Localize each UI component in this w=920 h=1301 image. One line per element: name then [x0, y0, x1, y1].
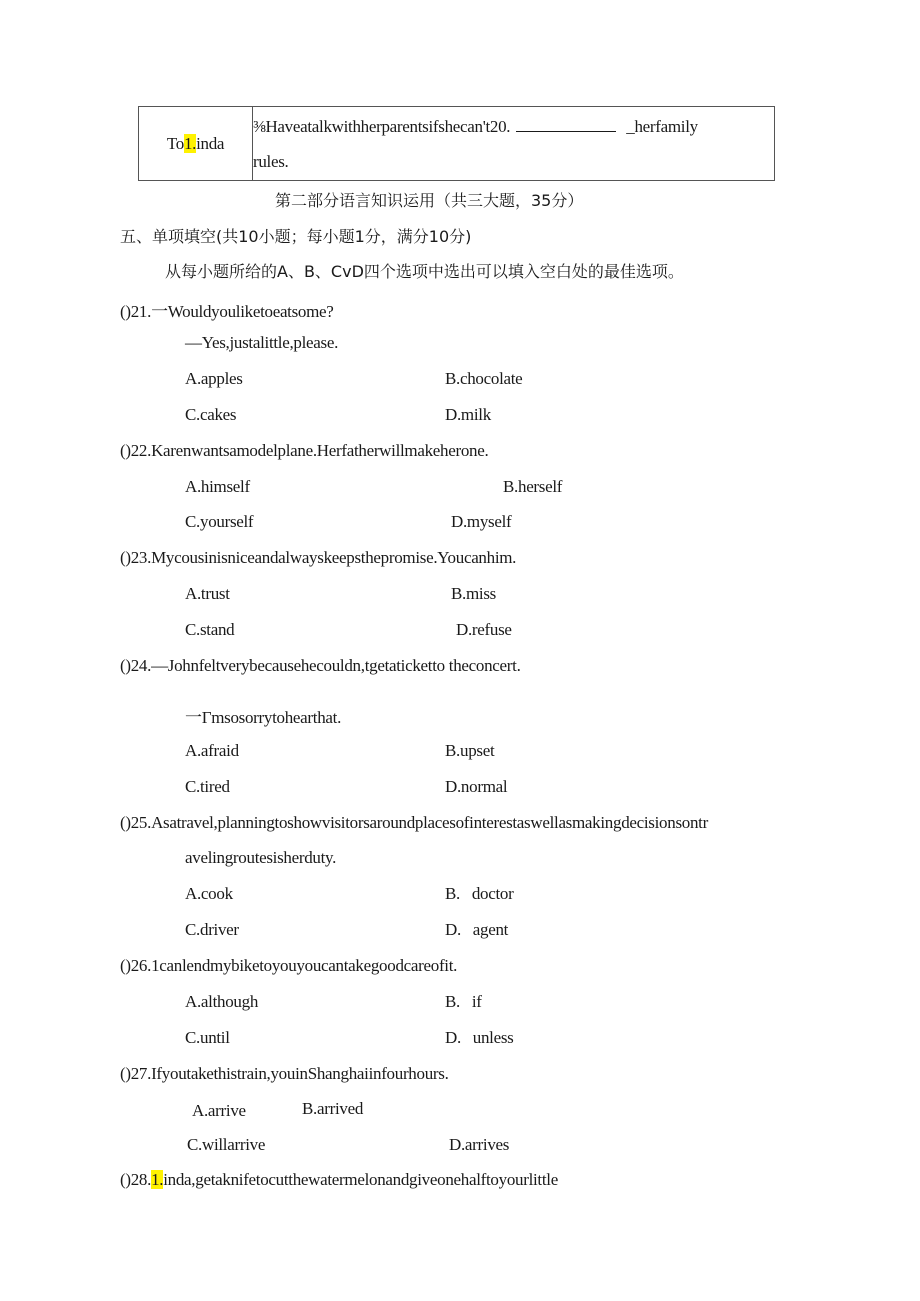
option-24-d: D.normal	[445, 777, 508, 796]
option-23-a: A.trust	[185, 584, 230, 603]
option-27-c: C.willarrive	[187, 1135, 266, 1154]
question-28-stem	[120, 1170, 558, 1190]
option-27-b: B.arrived	[302, 1099, 364, 1118]
option-26-b: B. if	[445, 992, 482, 1011]
question-24-reply: 一Γmsosorrytohearthat.	[185, 708, 342, 727]
option-22-c: C.yourself	[185, 512, 254, 531]
question-22-stem: ()22.Karenwantsamodelplane.Herfatherwillmakeherone.	[120, 441, 489, 460]
option-26-d: D. unless	[445, 1028, 514, 1047]
option-24-c: C.tired	[185, 777, 230, 796]
question-26-stem: ()26.1canlendmybiketoyouyoucantakegoodcareofit.	[120, 956, 458, 975]
question-28-prefix: ()28.	[120, 1170, 152, 1189]
option-21-b: B.chocolate	[445, 369, 523, 388]
option-21-a: A.apples	[185, 369, 243, 388]
option-23-c: C.stand	[185, 620, 235, 639]
option-27-d: D.arrives	[449, 1135, 510, 1154]
name-suffix: inda	[196, 133, 225, 153]
advice-text-c: rules.	[253, 151, 289, 171]
part-title: 第二部分语言知识运用（共三大题，35分）	[275, 191, 584, 210]
section-title: 五、单项填空(共10小题；每小题1分，满分10分)	[120, 227, 472, 246]
option-24-b: B.upset	[445, 741, 495, 760]
advice-cell	[253, 107, 775, 181]
option-26-a: A.although	[185, 992, 259, 1011]
option-25-b: B. doctor	[445, 884, 514, 903]
option-22-a: A.himself	[185, 477, 250, 496]
question-24-stem: ()24.—Johnfeltverybecausehecouldn,tgetaticketto theconcert.	[120, 656, 521, 675]
name-highlight: 1.	[183, 133, 197, 153]
question-28-highlight: 1.	[151, 1170, 164, 1189]
option-21-c: C.cakes	[185, 405, 237, 424]
question-28-suffix: inda,getaknifetocutthewatermelonandgiveonehalftoyourlittle	[163, 1170, 558, 1189]
question-21-reply: —Yes,justalittle,please.	[185, 333, 339, 352]
option-25-d: D. agent	[445, 920, 509, 939]
option-21-d: D.milk	[445, 405, 491, 424]
question-23-stem: ()23.Mycousinisniceandalwayskeepsthepromise.Youcanhim.	[120, 548, 517, 567]
name-prefix: To	[166, 133, 184, 153]
option-24-a: A.afraid	[185, 741, 239, 760]
name-cell	[139, 107, 253, 181]
question-21-stem: ()21.一Wouldyouliketoeatsome?	[120, 302, 334, 321]
option-23-b: B.miss	[451, 584, 496, 603]
blank-20	[516, 117, 616, 132]
option-22-d: D.myself	[451, 512, 512, 531]
option-25-a: A.cook	[185, 884, 233, 903]
option-22-b: B.herself	[503, 477, 563, 496]
option-25-c: C.driver	[185, 920, 239, 939]
option-26-c: C.until	[185, 1028, 230, 1047]
instruction: 从每小题所给的A、B、CvD四个选项中选出可以填入空白处的最佳选项。	[165, 262, 684, 281]
option-23-d: D.refuse	[456, 620, 512, 639]
option-27-a: A.arrive	[192, 1101, 246, 1120]
advice-text-a: ⅜Haveatalkwithherparentsifshecan't20.	[253, 116, 511, 136]
info-table	[138, 106, 775, 181]
question-27-stem: ()27.Ifyoutakethistrain,youinShanghaiinfourhours.	[120, 1064, 449, 1083]
question-25-stem-cont: avelingroutesisherduty.	[185, 848, 337, 867]
advice-text-b: _herfamily	[626, 116, 698, 136]
question-25-stem: ()25.Asatravel,planningtoshowvisitorsaroundplacesofinterestaswellasmakingdecisionsontr	[120, 813, 708, 832]
